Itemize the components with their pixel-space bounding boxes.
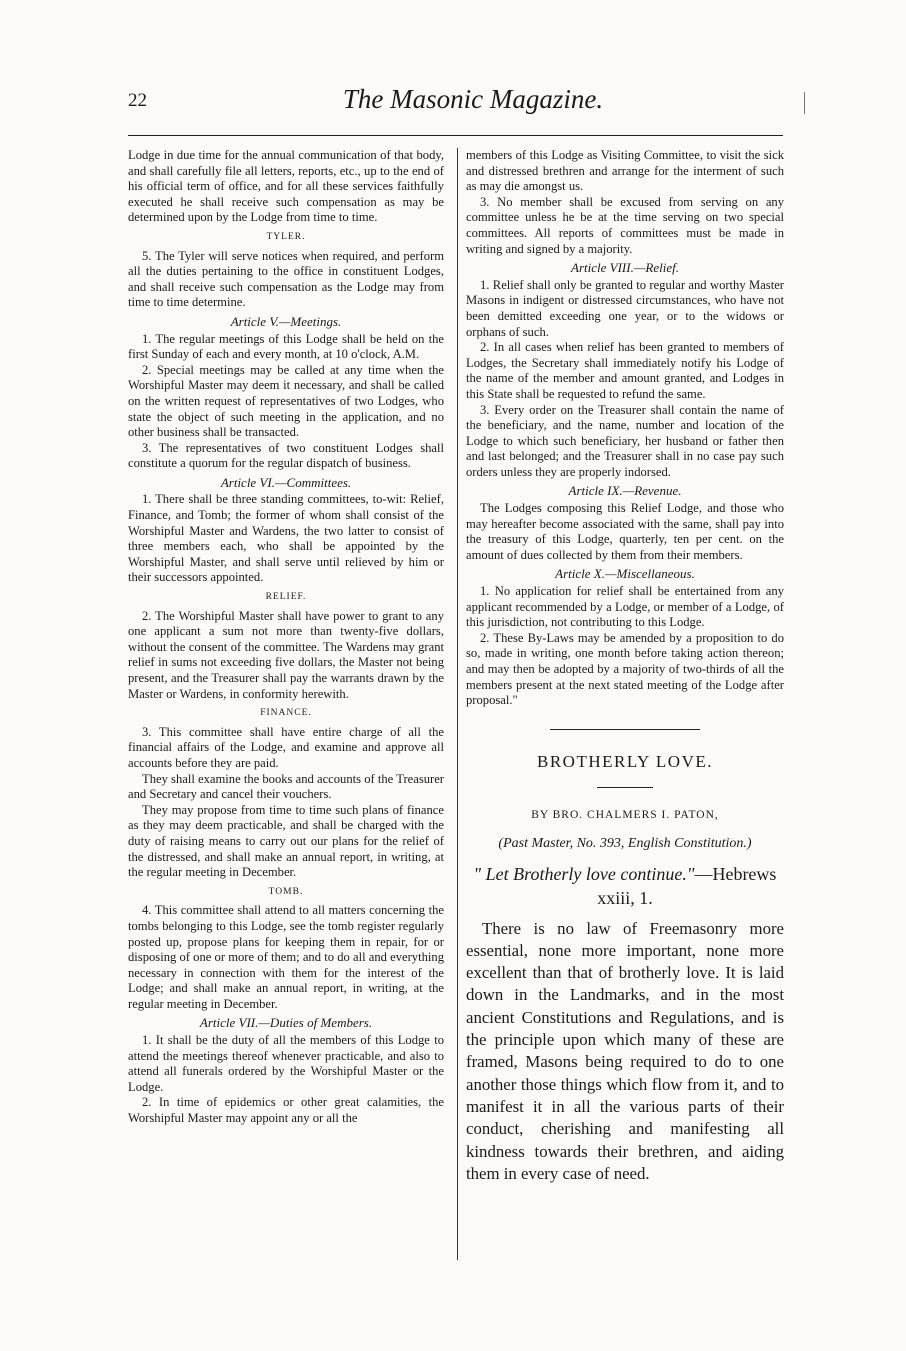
magazine-title: The Masonic Magazine.	[342, 84, 604, 114]
paragraph-misc-1: 1. No application for relief shall be entertained from any applicant recommended by a Lodge, or member of a Lodge, of this jurisdiction, not contributing to this Lodge.	[466, 584, 784, 630]
epigraph	[466, 862, 784, 910]
paragraph-relief-3: 3. Every order on the Treasurer shall contain the name of the beneficiary, and the name, number and location of the Lodge to which such beneficiary, her husband or father then and last belonged; and the Treasurer shall in no case pay such orders unless they are properly indorsed.	[466, 402, 784, 479]
paragraph-tyler: 5. The Tyler will serve notices when required, and perform all the duties pertaining to the office in constituent Lodges, and shall receive such compensation as the Lodge may from time to time determine.	[128, 248, 444, 310]
paragraph-misc-2: 2. These By-Laws may be amended by a proposition to do so, made in writing, one month before taking action thereon; and may then be adopted by a majority of two-thirds of all the members present at the next stated meeting of the Lodge after proposal."	[466, 630, 784, 708]
author-byline: BY BRO. CHALMERS I. PATON,	[531, 809, 719, 822]
page-number: 22	[128, 90, 147, 111]
tomb-heading: TOMB.	[268, 886, 304, 897]
article-9-heading: Article IX.—Revenue.	[568, 483, 682, 499]
paragraph-committees-1: 1. There shall be three standing committees, to-wit: Relief, Finance, and Tomb; the former of whom shall consist of the Worshipful Master and Wardens, the two latter to consist of three members each, who shall be appointed by the Worshipful Master, and shall serve until relieved by him or their successors appointed.	[128, 492, 444, 585]
paragraph-duties-1: 1. It shall be the duty of all the members of this Lodge to attend the meetings thereof whenever practicable, and also to attend all funerals ordered by the Worshipful Master or the Lodge.	[128, 1033, 444, 1094]
paragraph-relief-1: 1. Relief shall only be granted to regular and worthy Master Masons in indigent or distressed circumstances, who have not been demitted exceeding one year, or to the widows or orphans of such.	[466, 277, 784, 339]
paragraph-finance-2: They shall examine the books and accounts of the Treasurer and Secretary and cancel their vouchers.	[128, 771, 444, 802]
right-column	[466, 148, 784, 1185]
section-rule	[550, 729, 700, 730]
title-rule	[597, 787, 653, 788]
relief-heading: RELIEF.	[265, 592, 307, 603]
paragraph-intro: Lodge in due time for the annual communication of that body, and shall carefully file all letters, reports, etc., up to the end of his official term of office, and for all these services faithfully executed he shall receive such compensation as may be determined upon by the Lodge from time to time.	[128, 148, 444, 225]
paragraph-finance-3: They may propose from time to time such plans of finance as they may deem practicable, and shall be charged with the duty of raising means to carry out our plans for the relief of the distressed, and shall make an annual report, in writing, at the regular meeting in December.	[128, 802, 444, 880]
paragraph-relief-2: 2. In all cases when relief has been granted to members of Lodges, the Secretary shall immediately notify his Lodge of the name of the member and amount granted, and Lodges in this State shall be requested to refund the same.	[466, 340, 784, 401]
epigraph-source: —Hebrews xxiii, 1.	[597, 863, 777, 908]
paragraph-tomb: 4. This committee shall attend to all matters concerning the tombs belonging to this Lodge, see the tomb register regularly posted up, propose plans for keeping them in repair, for or disposing of one or more of them; and to do all and everything necessary in connection with them for the interest of the Lodge; and shall make an annual report, in writing, at the regular meeting in December.	[128, 903, 444, 1011]
paragraph-revenue: The Lodges composing this Relief Lodge, and those who may hereafter become associated with the same, shall pay into the treasury of this Lodge, quarterly, ten per cent. on the amount of dues collected by them from their members.	[466, 501, 784, 562]
tyler-heading: TYLER.	[266, 231, 306, 242]
header-rule	[128, 135, 783, 136]
margin-mark	[804, 92, 805, 114]
article-5-heading: Article V.—Meetings.	[230, 313, 342, 329]
finance-heading: FINANCE.	[260, 708, 312, 719]
paragraph-meetings-3: 3. The representatives of two constituent Lodges shall constitute a quorum for the regular dispatch of business.	[128, 440, 444, 471]
paragraph-finance-1: 3. This committee shall have entire charge of all the financial affairs of the Lodge, and examine and approve all accounts before they are paid.	[128, 724, 444, 770]
paragraph-meetings-1: 1. The regular meetings of this Lodge shall be held on the first Sunday of each and every month, at 10 o'clock, A.M.	[128, 331, 444, 362]
author-credentials: (Past Master, No. 393, English Constitution.)	[498, 835, 752, 851]
epigraph-text: " Let Brotherly love continue."	[473, 863, 695, 884]
paragraph-duties-3: 3. No member shall be excused from serving on any committee unless he be at the time serving on two special committees. All reports of committees must be made in writing and signed by a majority.	[466, 194, 784, 256]
paragraph-continued: members of this Lodge as Visiting Committee, to visit the sick and distressed brethren and arrange for the interment of such as may die amongst us.	[466, 148, 784, 194]
page-header	[0, 84, 906, 124]
article-8-heading: Article VIII.—Relief.	[571, 260, 679, 276]
paragraph-brotherly-love: There is no law of Freemasonry more essential, none more important, none more excellent than that of brotherly love. It is laid down in the Landmarks, and in the most ancient Constitutions and Regulations, and is the principle upon which many of these are framed, Masons being required to do to one another those things which flow from it, and to manifest it in all the various parts of their conduct, cherishing and manifesting all kindness towards their brethren, and aiding them in every case of need.	[466, 918, 784, 1183]
article-7-heading: Article VII.—Duties of Members.	[199, 1015, 373, 1031]
paragraph-relief: 2. The Worshipful Master shall have power to grant to any one applicant a sum not more than twenty-five dollars, without the consent of the committee. The Wardens may grant relief in sums not exceeding five dollars, the Master not being present, and the Treasurer shall pay the warrants drawn by the Master or Wardens, in conformity herewith.	[128, 608, 444, 701]
paragraph-meetings-2: 2. Special meetings may be called at any time when the Worshipful Master may deem it necessary, and shall be called on the written request of representatives of two Lodges, who state the object of such meeting in the application, and no other business shall be transacted.	[128, 362, 444, 440]
paragraph-duties-2: 2. In time of epidemics or other great calamities, the Worshipful Master may appoint any or all the	[128, 1095, 444, 1126]
left-column	[128, 148, 444, 1127]
article-6-heading: Article VI.—Committees.	[220, 474, 352, 490]
column-divider	[457, 148, 458, 1260]
article-10-heading: Article X.—Miscellaneous.	[555, 566, 695, 582]
article-title: BROTHERLY LOVE.	[537, 751, 713, 771]
